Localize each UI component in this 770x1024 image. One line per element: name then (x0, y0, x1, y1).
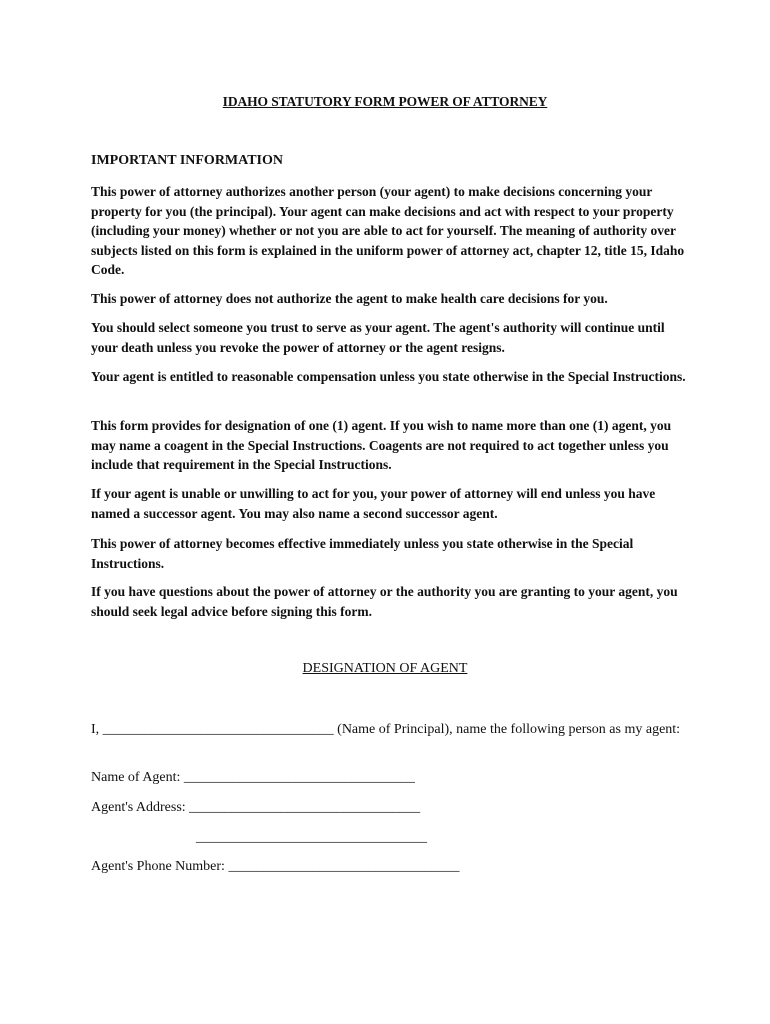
info-paragraph-trust: You should select someone you trust to serve as your agent. The agent's authority will continue until your death unless you revoke the power of attorney or the agent resigns. (91, 320, 665, 355)
info-paragraph-compensation: Your agent is entitled to reasonable compensation unless you state otherwise in the Special Instructions. (91, 369, 686, 384)
important-information-heading: IMPORTANT INFORMATION (91, 153, 284, 168)
principal-name-line: I, _________________________________ (Name of Principal), name the following person as my agent: (91, 722, 681, 737)
info-paragraph-effective: This power of attorney becomes effective immediately unless you state otherwise in the Special Instructions. (91, 536, 634, 571)
info-paragraph-authority: This power of attorney authorizes another person (your agent) to make decisions concerning your property for you (the principal). Your agent can make decisions and act with respect to your property (including your money) whether or not you are able to act for yourself. The meaning of authority over subjects listed on this form is explained in the uniform power of attorney act, chapter 12, title 15, Idaho Code. (91, 184, 685, 277)
info-paragraph-health-care: This power of attorney does not authorize the agent to make health care decisions for you. (91, 291, 608, 306)
info-paragraph-successor: If your agent is unable or unwilling to act for you, your power of attorney will end unless you have named a successor agent. You may also name a second successor agent. (91, 486, 656, 521)
agent-phone-line: Agent's Phone Number: _________________________________ (91, 859, 460, 874)
agent-name-line: Name of Agent: _________________________________ (91, 770, 415, 785)
agent-address-line-2: _________________________________ (196, 830, 427, 845)
info-paragraph-coagent: This form provides for designation of one (1) agent. If you wish to name more than one (1) agent, you may name a coagent in the Special Instructions. Coagents are not required to act together unless you include that requirement in the Special Instructions. (91, 418, 672, 472)
document-title: IDAHO STATUTORY FORM POWER OF ATTORNEY (222, 94, 548, 109)
designation-of-agent-heading: DESIGNATION OF AGENT (302, 661, 468, 676)
agent-address-line: Agent's Address: _________________________________ (91, 800, 421, 815)
info-paragraph-legal-advice: If you have questions about the power of attorney or the authority you are granting to your agent, you should seek legal advice before signing this form. (91, 584, 678, 619)
